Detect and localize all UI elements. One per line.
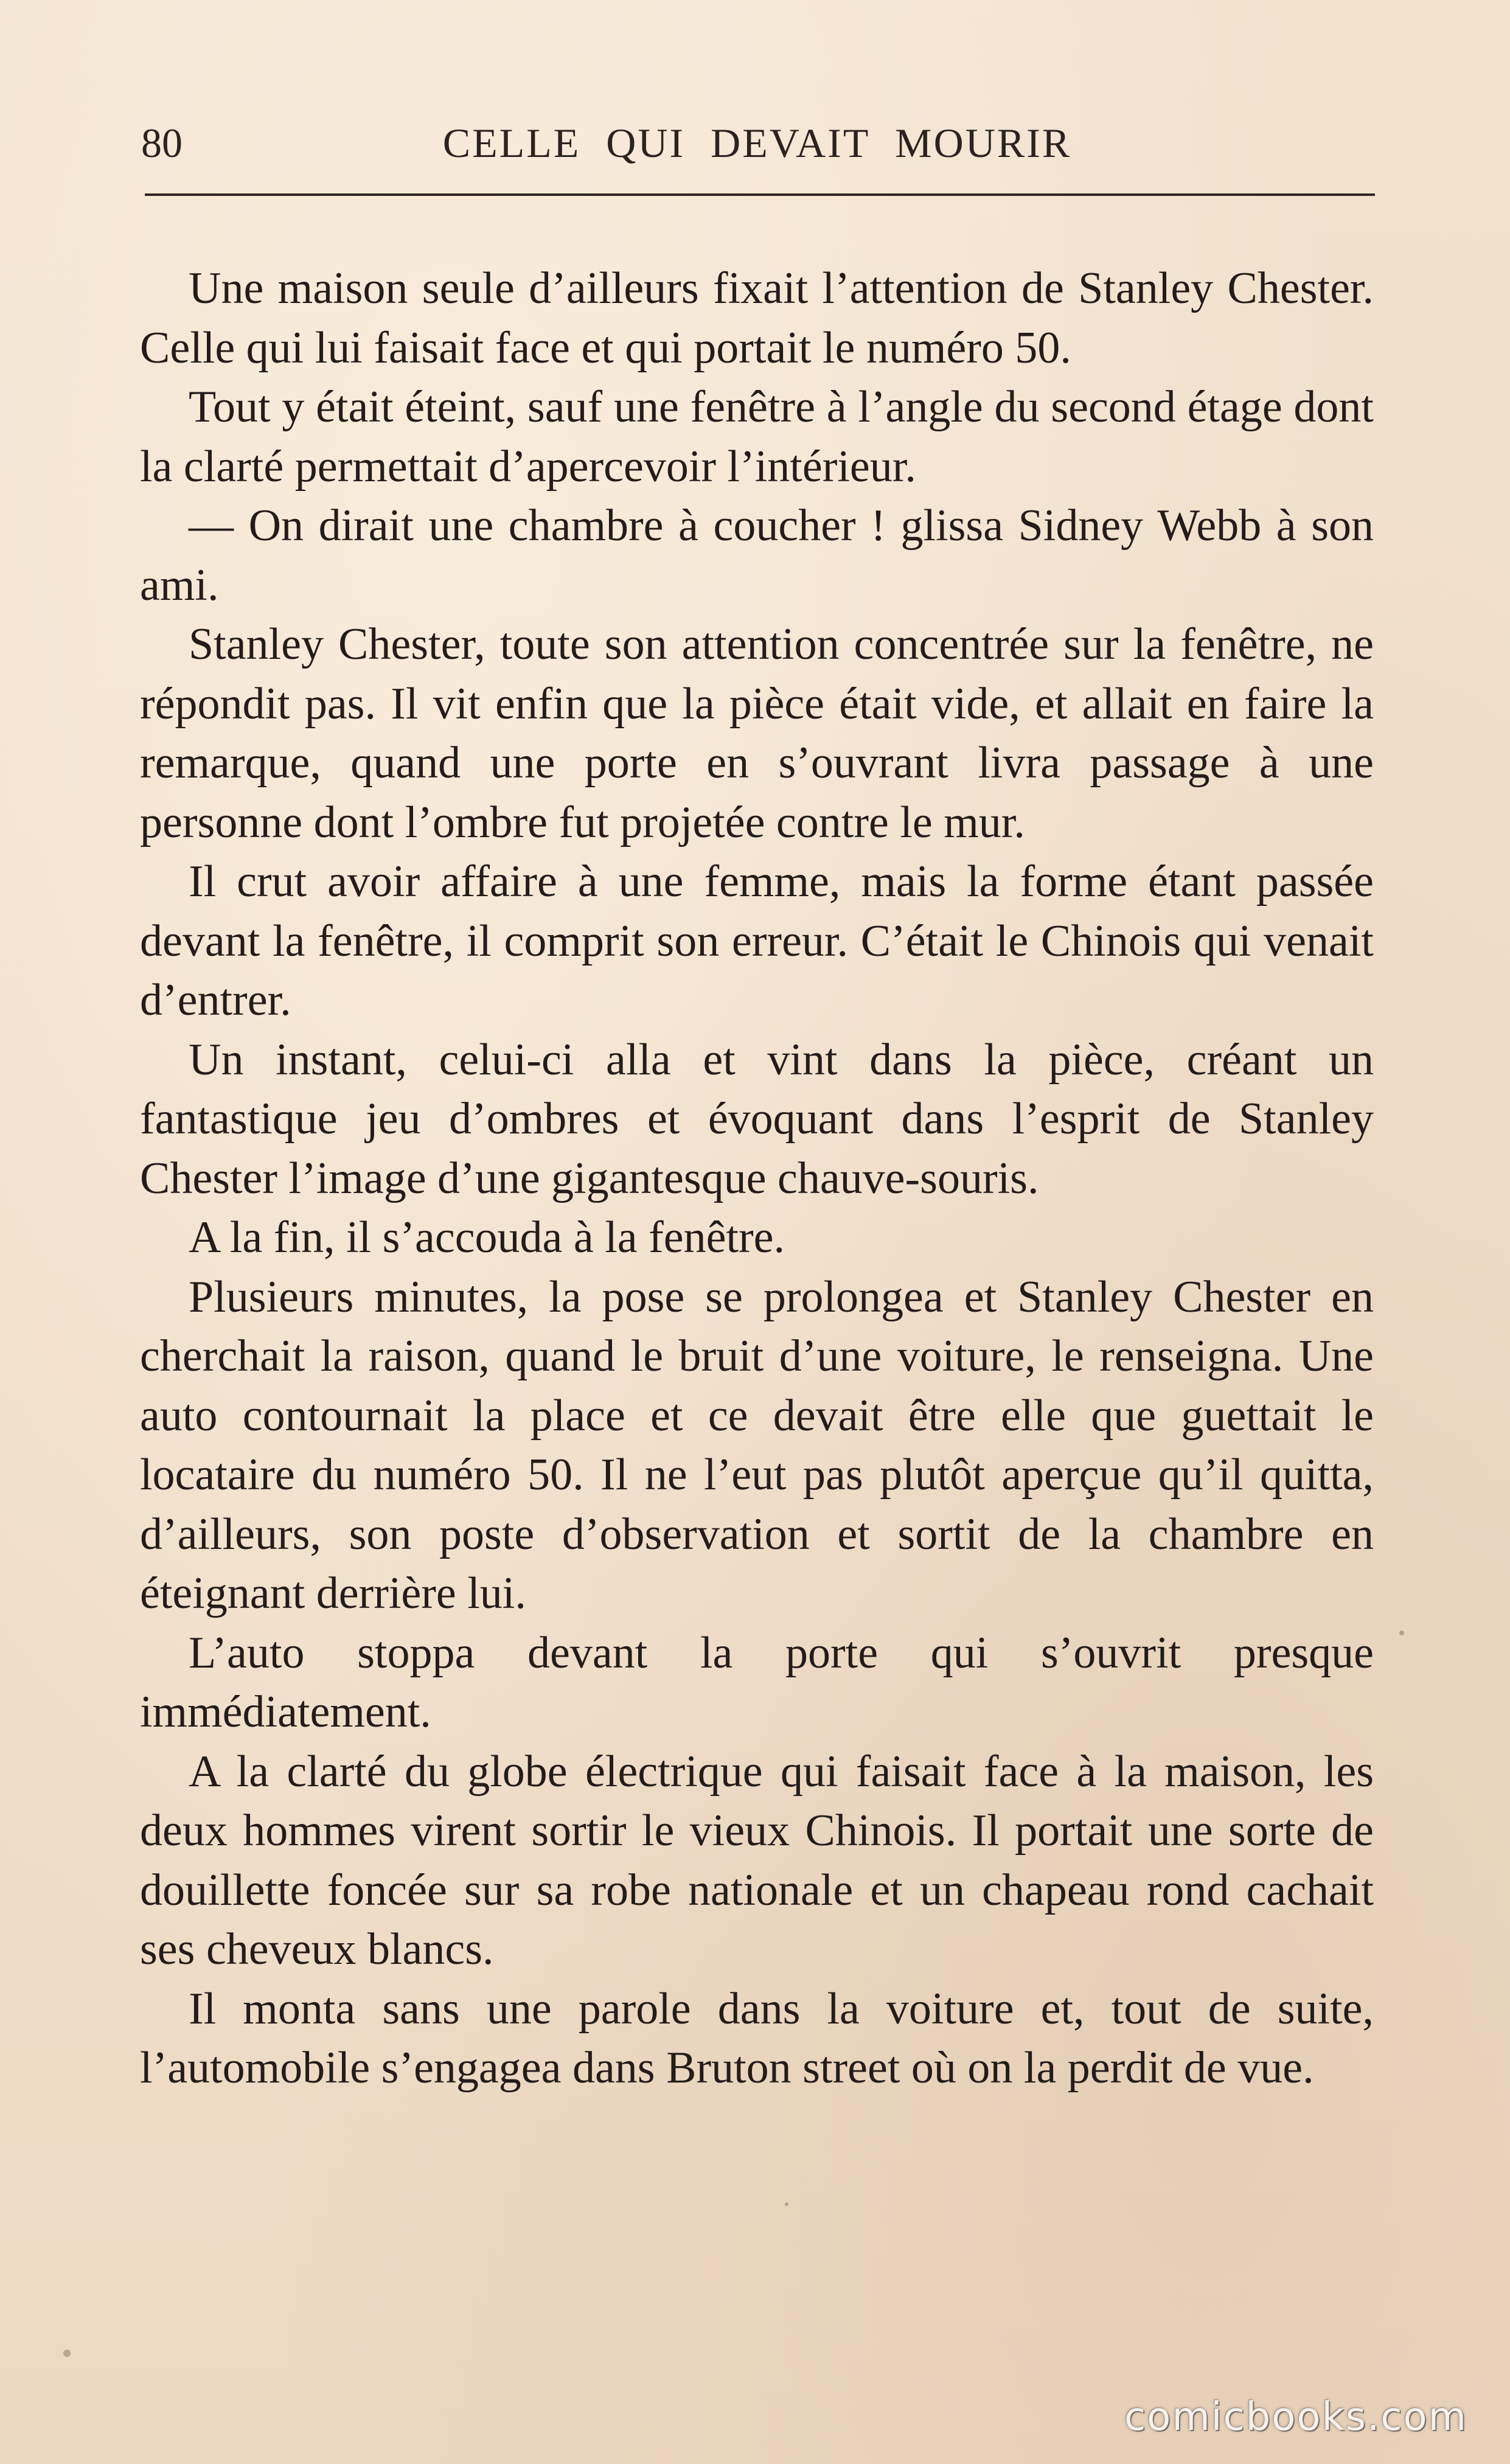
- paragraph: A la fin, il s’accouda à la fenêtre.: [189, 1213, 785, 1262]
- watermark: comicbooks.com: [1124, 2395, 1467, 2440]
- paragraph: Tout y était éteint, sauf une fenêtre à l’angle du second étage dont la clarté permettait d’apercevoir l’intérieur.: [140, 382, 1374, 492]
- paper-speck: [1399, 1630, 1404, 1635]
- paragraph: Une maison seule d’ailleurs fixait l’attention de Stanley Chester. Celle qui lui faisait face et qui portait le numéro 50.: [140, 263, 1374, 373]
- paragraph: Plusieurs minutes, la pose se prolongea et Stanley Chester en cherchait la raison, quand le bruit d’une voiture, le renseigna. Une auto contournait la place et ce devait être elle que guettait le locataire du numéro 50. Il ne l’eut pas plutôt aperçue qu’il quitta, d’ailleurs, son poste d’observation et sortit de la chambre en éteignant derrière lui.: [140, 1272, 1374, 1618]
- running-title: CELLE QUI DEVAIT MOURIR: [442, 120, 1072, 166]
- paper-speck: [63, 2350, 71, 2357]
- page-header: [141, 116, 1373, 170]
- paragraph: Il monta sans une parole dans la voiture et, tout de suite, l’automobile s’engagea dans Bruton street où on la perdit de vue.: [140, 1983, 1374, 2093]
- paragraph: Il crut avoir affaire à une femme, mais la forme étant passée devant la fenêtre, il comprit son erreur. C’était le Chinois qui venait d’entrer.: [140, 857, 1374, 1025]
- page-number: 80: [141, 120, 183, 166]
- paragraph: — On dirait une chambre à coucher ! glissa Sidney Webb à son ami.: [140, 501, 1374, 610]
- paragraph: A la clarté du globe électrique qui faisait face à la maison, les deux hommes virent sortir le vieux Chinois. Il portait une sorte de douillette foncée sur sa robe nationale et un chapeau rond cachait ses cheveux blancs.: [140, 1746, 1374, 1974]
- paper-speck: [785, 2202, 788, 2206]
- body-text: [140, 259, 1374, 2098]
- paragraph: L’auto stoppa devant la porte qui s’ouvrit presque immédiatement.: [140, 1627, 1374, 1737]
- paragraph: Un instant, celui-ci alla et vint dans la pièce, créant un fantastique jeu d’ombres et évoquant dans l’esprit de Stanley Chester l’image d’une gigantesque chauve-souris.: [140, 1034, 1374, 1203]
- header-rule: [145, 193, 1375, 196]
- paragraph: Stanley Chester, toute son attention concentrée sur la fenêtre, ne répondit pas. Il vit enfin que la pièce était vide, et allait en faire la remarque, quand une porte en s’ouvrant livra passage à une personne dont l’ombre fut projetée contre le mur.: [140, 619, 1374, 847]
